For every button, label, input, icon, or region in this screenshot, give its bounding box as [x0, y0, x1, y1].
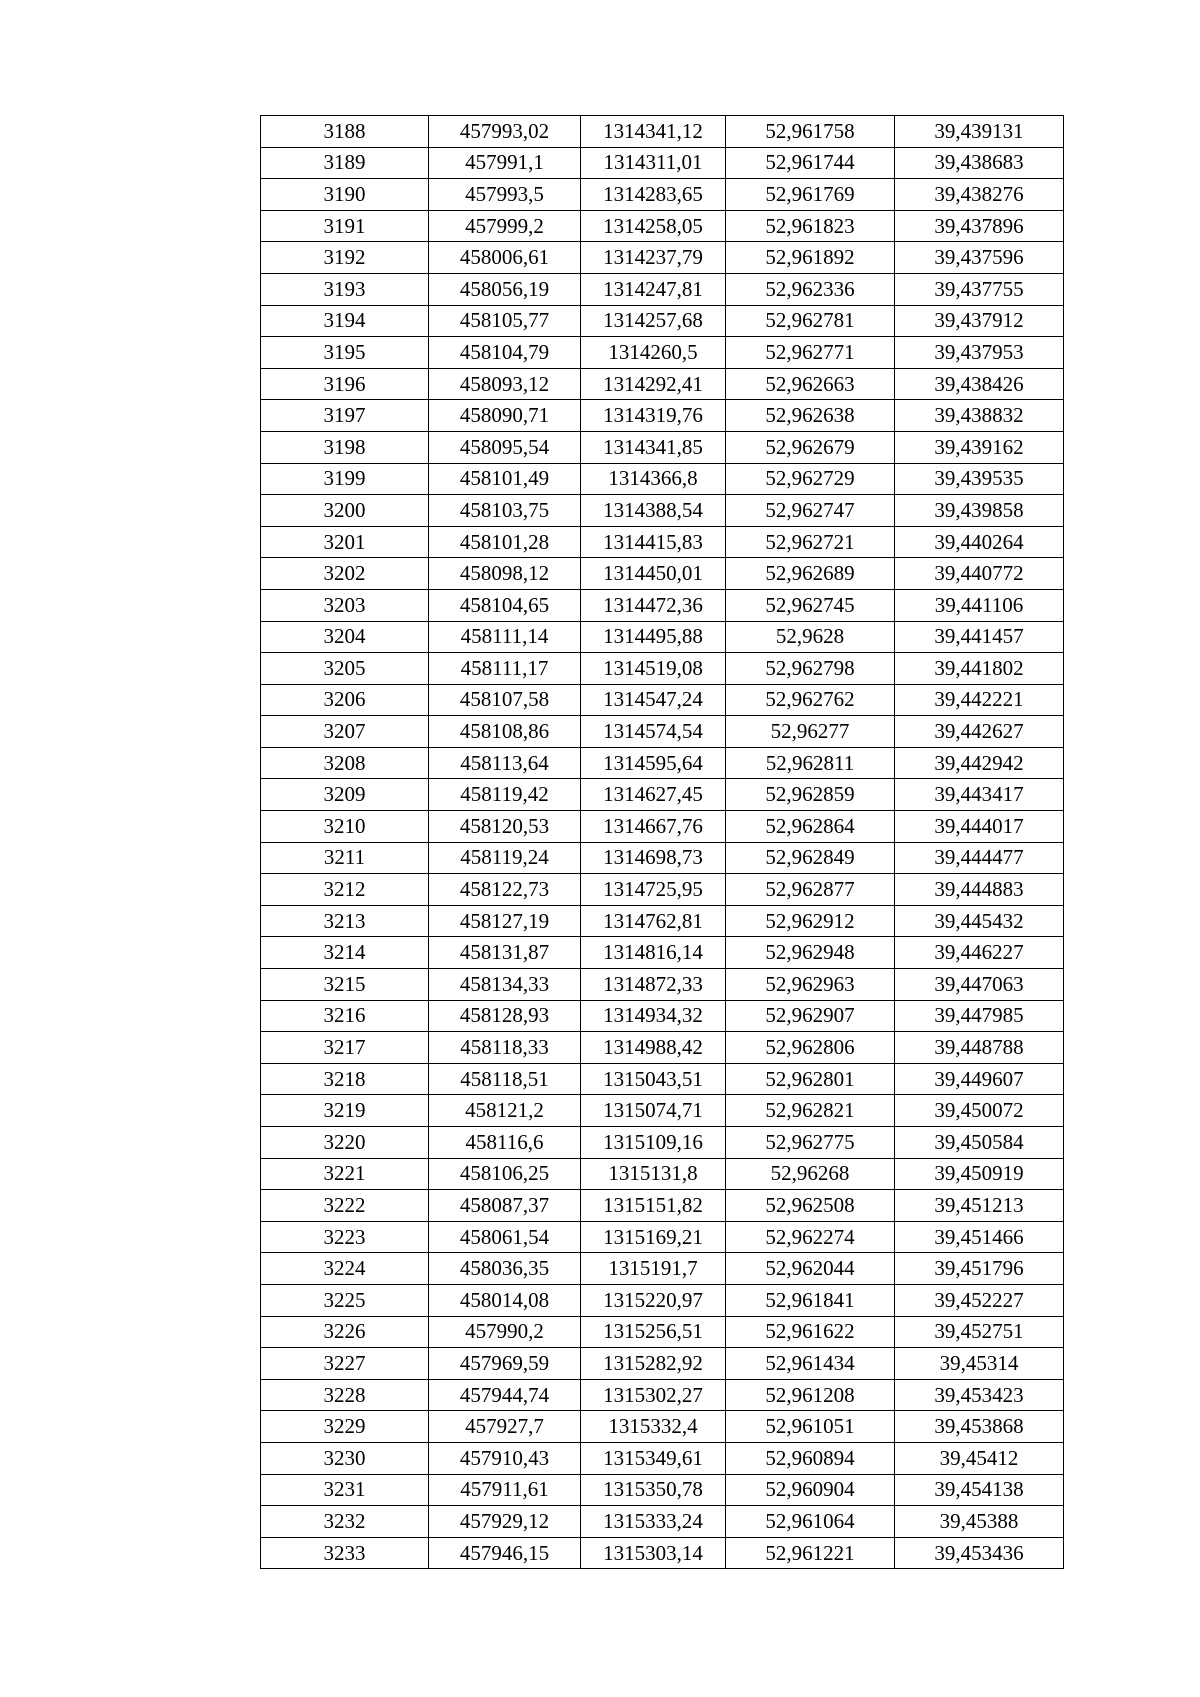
table-row — [261, 969, 1064, 1001]
x-coordinate-cell: 458120,53 — [429, 811, 581, 843]
longitude-cell: 39,437953 — [895, 337, 1064, 369]
table-row — [261, 621, 1064, 653]
y-coordinate-cell: 1315220,97 — [581, 1284, 726, 1316]
point-number-cell: 3217 — [261, 1032, 429, 1064]
y-coordinate-cell: 1314258,05 — [581, 210, 726, 242]
table-row — [261, 842, 1064, 874]
x-coordinate-cell: 458111,17 — [429, 653, 581, 685]
y-coordinate-cell: 1315349,61 — [581, 1442, 726, 1474]
longitude-cell: 39,439131 — [895, 116, 1064, 148]
table-row — [261, 1348, 1064, 1380]
y-coordinate-cell: 1314934,32 — [581, 1000, 726, 1032]
point-number-cell: 3199 — [261, 463, 429, 495]
x-coordinate-cell: 458095,54 — [429, 431, 581, 463]
latitude-cell: 52,962721 — [726, 526, 895, 558]
longitude-cell: 39,437912 — [895, 305, 1064, 337]
latitude-cell: 52,961744 — [726, 147, 895, 179]
x-coordinate-cell: 457946,15 — [429, 1537, 581, 1569]
x-coordinate-cell: 458104,79 — [429, 337, 581, 369]
point-number-cell: 3222 — [261, 1190, 429, 1222]
longitude-cell: 39,445432 — [895, 905, 1064, 937]
x-coordinate-cell: 458131,87 — [429, 937, 581, 969]
latitude-cell: 52,962638 — [726, 400, 895, 432]
table-row — [261, 905, 1064, 937]
x-coordinate-cell: 458103,75 — [429, 495, 581, 527]
latitude-cell: 52,962963 — [726, 969, 895, 1001]
point-number-cell: 3228 — [261, 1379, 429, 1411]
x-coordinate-cell: 458087,37 — [429, 1190, 581, 1222]
latitude-cell: 52,9628 — [726, 621, 895, 653]
x-coordinate-cell: 457999,2 — [429, 210, 581, 242]
table-row — [261, 400, 1064, 432]
x-coordinate-cell: 458107,58 — [429, 684, 581, 716]
y-coordinate-cell: 1314388,54 — [581, 495, 726, 527]
y-coordinate-cell: 1315350,78 — [581, 1474, 726, 1506]
x-coordinate-cell: 457929,12 — [429, 1506, 581, 1538]
latitude-cell: 52,962907 — [726, 1000, 895, 1032]
latitude-cell: 52,960904 — [726, 1474, 895, 1506]
latitude-cell: 52,962747 — [726, 495, 895, 527]
table-row — [261, 558, 1064, 590]
latitude-cell: 52,961208 — [726, 1379, 895, 1411]
point-number-cell: 3204 — [261, 621, 429, 653]
latitude-cell: 52,961841 — [726, 1284, 895, 1316]
y-coordinate-cell: 1315256,51 — [581, 1316, 726, 1348]
point-number-cell: 3215 — [261, 969, 429, 1001]
x-coordinate-cell: 458116,6 — [429, 1127, 581, 1159]
longitude-cell: 39,450584 — [895, 1127, 1064, 1159]
table-row — [261, 1316, 1064, 1348]
table-row — [261, 526, 1064, 558]
latitude-cell: 52,962912 — [726, 905, 895, 937]
y-coordinate-cell: 1314762,81 — [581, 905, 726, 937]
y-coordinate-cell: 1314257,68 — [581, 305, 726, 337]
latitude-cell: 52,961221 — [726, 1537, 895, 1569]
table-row — [261, 1190, 1064, 1222]
longitude-cell: 39,439162 — [895, 431, 1064, 463]
x-coordinate-cell: 458121,2 — [429, 1095, 581, 1127]
point-number-cell: 3219 — [261, 1095, 429, 1127]
longitude-cell: 39,440772 — [895, 558, 1064, 590]
point-number-cell: 3229 — [261, 1411, 429, 1443]
y-coordinate-cell: 1314495,88 — [581, 621, 726, 653]
x-coordinate-cell: 457927,7 — [429, 1411, 581, 1443]
longitude-cell: 39,441106 — [895, 589, 1064, 621]
longitude-cell: 39,450072 — [895, 1095, 1064, 1127]
x-coordinate-cell: 457910,43 — [429, 1442, 581, 1474]
table-row — [261, 811, 1064, 843]
longitude-cell: 39,441802 — [895, 653, 1064, 685]
x-coordinate-cell: 458090,71 — [429, 400, 581, 432]
latitude-cell: 52,960894 — [726, 1442, 895, 1474]
longitude-cell: 39,438276 — [895, 179, 1064, 211]
y-coordinate-cell: 1314366,8 — [581, 463, 726, 495]
table-row — [261, 937, 1064, 969]
y-coordinate-cell: 1314519,08 — [581, 653, 726, 685]
point-number-cell: 3203 — [261, 589, 429, 621]
x-coordinate-cell: 458118,33 — [429, 1032, 581, 1064]
table-row — [261, 1032, 1064, 1064]
table-row — [261, 1474, 1064, 1506]
y-coordinate-cell: 1314247,81 — [581, 273, 726, 305]
longitude-cell: 39,447063 — [895, 969, 1064, 1001]
table-row — [261, 684, 1064, 716]
x-coordinate-cell: 458134,33 — [429, 969, 581, 1001]
latitude-cell: 52,961051 — [726, 1411, 895, 1443]
latitude-cell: 52,962781 — [726, 305, 895, 337]
y-coordinate-cell: 1315303,14 — [581, 1537, 726, 1569]
y-coordinate-cell: 1315151,82 — [581, 1190, 726, 1222]
point-number-cell: 3216 — [261, 1000, 429, 1032]
longitude-cell: 39,446227 — [895, 937, 1064, 969]
y-coordinate-cell: 1314450,01 — [581, 558, 726, 590]
latitude-cell: 52,962806 — [726, 1032, 895, 1064]
y-coordinate-cell: 1315282,92 — [581, 1348, 726, 1380]
x-coordinate-cell: 458118,51 — [429, 1063, 581, 1095]
table-row — [261, 653, 1064, 685]
x-coordinate-cell: 458113,64 — [429, 747, 581, 779]
longitude-cell: 39,437755 — [895, 273, 1064, 305]
point-number-cell: 3207 — [261, 716, 429, 748]
longitude-cell: 39,437596 — [895, 242, 1064, 274]
point-number-cell: 3202 — [261, 558, 429, 590]
point-number-cell: 3221 — [261, 1158, 429, 1190]
table-row — [261, 242, 1064, 274]
latitude-cell: 52,962508 — [726, 1190, 895, 1222]
longitude-cell: 39,439535 — [895, 463, 1064, 495]
x-coordinate-cell: 457944,74 — [429, 1379, 581, 1411]
point-number-cell: 3233 — [261, 1537, 429, 1569]
y-coordinate-cell: 1315302,27 — [581, 1379, 726, 1411]
latitude-cell: 52,962729 — [726, 463, 895, 495]
y-coordinate-cell: 1314283,65 — [581, 179, 726, 211]
x-coordinate-cell: 457993,02 — [429, 116, 581, 148]
x-coordinate-cell: 458101,28 — [429, 526, 581, 558]
point-number-cell: 3206 — [261, 684, 429, 716]
latitude-cell: 52,962775 — [726, 1127, 895, 1159]
point-number-cell: 3210 — [261, 811, 429, 843]
x-coordinate-cell: 458106,25 — [429, 1158, 581, 1190]
table-row — [261, 1442, 1064, 1474]
table-row — [261, 1253, 1064, 1285]
point-number-cell: 3193 — [261, 273, 429, 305]
x-coordinate-cell: 457969,59 — [429, 1348, 581, 1380]
latitude-cell: 52,962821 — [726, 1095, 895, 1127]
table-row — [261, 874, 1064, 906]
table-row — [261, 116, 1064, 148]
point-number-cell: 3211 — [261, 842, 429, 874]
x-coordinate-cell: 458006,61 — [429, 242, 581, 274]
table-row — [261, 1379, 1064, 1411]
x-coordinate-cell: 457993,5 — [429, 179, 581, 211]
longitude-cell: 39,447985 — [895, 1000, 1064, 1032]
point-number-cell: 3195 — [261, 337, 429, 369]
longitude-cell: 39,45388 — [895, 1506, 1064, 1538]
point-number-cell: 3212 — [261, 874, 429, 906]
point-number-cell: 3196 — [261, 368, 429, 400]
longitude-cell: 39,45412 — [895, 1442, 1064, 1474]
table-row — [261, 179, 1064, 211]
x-coordinate-cell: 458111,14 — [429, 621, 581, 653]
y-coordinate-cell: 1315191,7 — [581, 1253, 726, 1285]
latitude-cell: 52,962762 — [726, 684, 895, 716]
y-coordinate-cell: 1315169,21 — [581, 1221, 726, 1253]
latitude-cell: 52,962679 — [726, 431, 895, 463]
table-row — [261, 1221, 1064, 1253]
y-coordinate-cell: 1315131,8 — [581, 1158, 726, 1190]
longitude-cell: 39,451796 — [895, 1253, 1064, 1285]
longitude-cell: 39,444883 — [895, 874, 1064, 906]
latitude-cell: 52,962864 — [726, 811, 895, 843]
y-coordinate-cell: 1315109,16 — [581, 1127, 726, 1159]
y-coordinate-cell: 1314627,45 — [581, 779, 726, 811]
point-number-cell: 3198 — [261, 431, 429, 463]
latitude-cell: 52,962336 — [726, 273, 895, 305]
latitude-cell: 52,962663 — [726, 368, 895, 400]
point-number-cell: 3209 — [261, 779, 429, 811]
coordinates-table — [260, 115, 1064, 1569]
x-coordinate-cell: 458127,19 — [429, 905, 581, 937]
x-coordinate-cell: 457911,61 — [429, 1474, 581, 1506]
y-coordinate-cell: 1314341,85 — [581, 431, 726, 463]
longitude-cell: 39,453868 — [895, 1411, 1064, 1443]
longitude-cell: 39,451213 — [895, 1190, 1064, 1222]
table-row — [261, 210, 1064, 242]
latitude-cell: 52,962745 — [726, 589, 895, 621]
y-coordinate-cell: 1314472,36 — [581, 589, 726, 621]
longitude-cell: 39,442627 — [895, 716, 1064, 748]
latitude-cell: 52,962877 — [726, 874, 895, 906]
longitude-cell: 39,444477 — [895, 842, 1064, 874]
point-number-cell: 3208 — [261, 747, 429, 779]
table-row — [261, 716, 1064, 748]
longitude-cell: 39,449607 — [895, 1063, 1064, 1095]
table-row — [261, 1158, 1064, 1190]
x-coordinate-cell: 458105,77 — [429, 305, 581, 337]
point-number-cell: 3192 — [261, 242, 429, 274]
table-row — [261, 1537, 1064, 1569]
table-row — [261, 463, 1064, 495]
x-coordinate-cell: 458061,54 — [429, 1221, 581, 1253]
longitude-cell: 39,451466 — [895, 1221, 1064, 1253]
latitude-cell: 52,961769 — [726, 179, 895, 211]
table-row — [261, 337, 1064, 369]
y-coordinate-cell: 1315074,71 — [581, 1095, 726, 1127]
latitude-cell: 52,961064 — [726, 1506, 895, 1538]
point-number-cell: 3189 — [261, 147, 429, 179]
y-coordinate-cell: 1314237,79 — [581, 242, 726, 274]
table-row — [261, 1095, 1064, 1127]
latitude-cell: 52,961758 — [726, 116, 895, 148]
coordinates-table-body — [261, 116, 1064, 1569]
table-row — [261, 1127, 1064, 1159]
longitude-cell: 39,440264 — [895, 526, 1064, 558]
table-row — [261, 305, 1064, 337]
point-number-cell: 3191 — [261, 210, 429, 242]
latitude-cell: 52,962798 — [726, 653, 895, 685]
table-row — [261, 1063, 1064, 1095]
longitude-cell: 39,45314 — [895, 1348, 1064, 1380]
y-coordinate-cell: 1314872,33 — [581, 969, 726, 1001]
y-coordinate-cell: 1314547,24 — [581, 684, 726, 716]
longitude-cell: 39,453436 — [895, 1537, 1064, 1569]
latitude-cell: 52,962801 — [726, 1063, 895, 1095]
latitude-cell: 52,961434 — [726, 1348, 895, 1380]
table-row — [261, 495, 1064, 527]
point-number-cell: 3220 — [261, 1127, 429, 1159]
latitude-cell: 52,962044 — [726, 1253, 895, 1285]
y-coordinate-cell: 1314667,76 — [581, 811, 726, 843]
latitude-cell: 52,962859 — [726, 779, 895, 811]
point-number-cell: 3190 — [261, 179, 429, 211]
x-coordinate-cell: 458104,65 — [429, 589, 581, 621]
table-row — [261, 1411, 1064, 1443]
point-number-cell: 3188 — [261, 116, 429, 148]
point-number-cell: 3201 — [261, 526, 429, 558]
x-coordinate-cell: 458056,19 — [429, 273, 581, 305]
latitude-cell: 52,962849 — [726, 842, 895, 874]
point-number-cell: 3194 — [261, 305, 429, 337]
latitude-cell: 52,96277 — [726, 716, 895, 748]
x-coordinate-cell: 458128,93 — [429, 1000, 581, 1032]
longitude-cell: 39,442942 — [895, 747, 1064, 779]
table-row — [261, 368, 1064, 400]
y-coordinate-cell: 1315333,24 — [581, 1506, 726, 1538]
longitude-cell: 39,441457 — [895, 621, 1064, 653]
longitude-cell: 39,452227 — [895, 1284, 1064, 1316]
x-coordinate-cell: 458119,42 — [429, 779, 581, 811]
y-coordinate-cell: 1315043,51 — [581, 1063, 726, 1095]
latitude-cell: 52,962689 — [726, 558, 895, 590]
longitude-cell: 39,453423 — [895, 1379, 1064, 1411]
latitude-cell: 52,962274 — [726, 1221, 895, 1253]
latitude-cell: 52,961622 — [726, 1316, 895, 1348]
latitude-cell: 52,962771 — [726, 337, 895, 369]
point-number-cell: 3224 — [261, 1253, 429, 1285]
longitude-cell: 39,438832 — [895, 400, 1064, 432]
latitude-cell: 52,962948 — [726, 937, 895, 969]
latitude-cell: 52,961892 — [726, 242, 895, 274]
point-number-cell: 3214 — [261, 937, 429, 969]
y-coordinate-cell: 1314311,01 — [581, 147, 726, 179]
point-number-cell: 3226 — [261, 1316, 429, 1348]
table-row — [261, 273, 1064, 305]
longitude-cell: 39,442221 — [895, 684, 1064, 716]
y-coordinate-cell: 1314595,64 — [581, 747, 726, 779]
table-row — [261, 1284, 1064, 1316]
latitude-cell: 52,962811 — [726, 747, 895, 779]
table-row — [261, 589, 1064, 621]
longitude-cell: 39,452751 — [895, 1316, 1064, 1348]
point-number-cell: 3200 — [261, 495, 429, 527]
point-number-cell: 3231 — [261, 1474, 429, 1506]
point-number-cell: 3230 — [261, 1442, 429, 1474]
table-row — [261, 1000, 1064, 1032]
table-row — [261, 431, 1064, 463]
point-number-cell: 3223 — [261, 1221, 429, 1253]
table-row — [261, 779, 1064, 811]
point-number-cell: 3213 — [261, 905, 429, 937]
longitude-cell: 39,454138 — [895, 1474, 1064, 1506]
x-coordinate-cell: 458036,35 — [429, 1253, 581, 1285]
longitude-cell: 39,438683 — [895, 147, 1064, 179]
point-number-cell: 3218 — [261, 1063, 429, 1095]
y-coordinate-cell: 1314816,14 — [581, 937, 726, 969]
y-coordinate-cell: 1314988,42 — [581, 1032, 726, 1064]
point-number-cell: 3232 — [261, 1506, 429, 1538]
y-coordinate-cell: 1314319,76 — [581, 400, 726, 432]
point-number-cell: 3197 — [261, 400, 429, 432]
y-coordinate-cell: 1314260,5 — [581, 337, 726, 369]
y-coordinate-cell: 1314415,83 — [581, 526, 726, 558]
longitude-cell: 39,438426 — [895, 368, 1064, 400]
x-coordinate-cell: 458014,08 — [429, 1284, 581, 1316]
latitude-cell: 52,96268 — [726, 1158, 895, 1190]
point-number-cell: 3205 — [261, 653, 429, 685]
table-row — [261, 747, 1064, 779]
y-coordinate-cell: 1314292,41 — [581, 368, 726, 400]
latitude-cell: 52,961823 — [726, 210, 895, 242]
longitude-cell: 39,439858 — [895, 495, 1064, 527]
x-coordinate-cell: 458101,49 — [429, 463, 581, 495]
longitude-cell: 39,450919 — [895, 1158, 1064, 1190]
longitude-cell: 39,443417 — [895, 779, 1064, 811]
x-coordinate-cell: 458108,86 — [429, 716, 581, 748]
x-coordinate-cell: 457990,2 — [429, 1316, 581, 1348]
y-coordinate-cell: 1314698,73 — [581, 842, 726, 874]
longitude-cell: 39,448788 — [895, 1032, 1064, 1064]
table-row — [261, 147, 1064, 179]
point-number-cell: 3225 — [261, 1284, 429, 1316]
x-coordinate-cell: 458093,12 — [429, 368, 581, 400]
x-coordinate-cell: 458098,12 — [429, 558, 581, 590]
point-number-cell: 3227 — [261, 1348, 429, 1380]
x-coordinate-cell: 458122,73 — [429, 874, 581, 906]
y-coordinate-cell: 1314725,95 — [581, 874, 726, 906]
y-coordinate-cell: 1314574,54 — [581, 716, 726, 748]
longitude-cell: 39,444017 — [895, 811, 1064, 843]
y-coordinate-cell: 1314341,12 — [581, 116, 726, 148]
x-coordinate-cell: 458119,24 — [429, 842, 581, 874]
y-coordinate-cell: 1315332,4 — [581, 1411, 726, 1443]
longitude-cell: 39,437896 — [895, 210, 1064, 242]
table-row — [261, 1506, 1064, 1538]
x-coordinate-cell: 457991,1 — [429, 147, 581, 179]
